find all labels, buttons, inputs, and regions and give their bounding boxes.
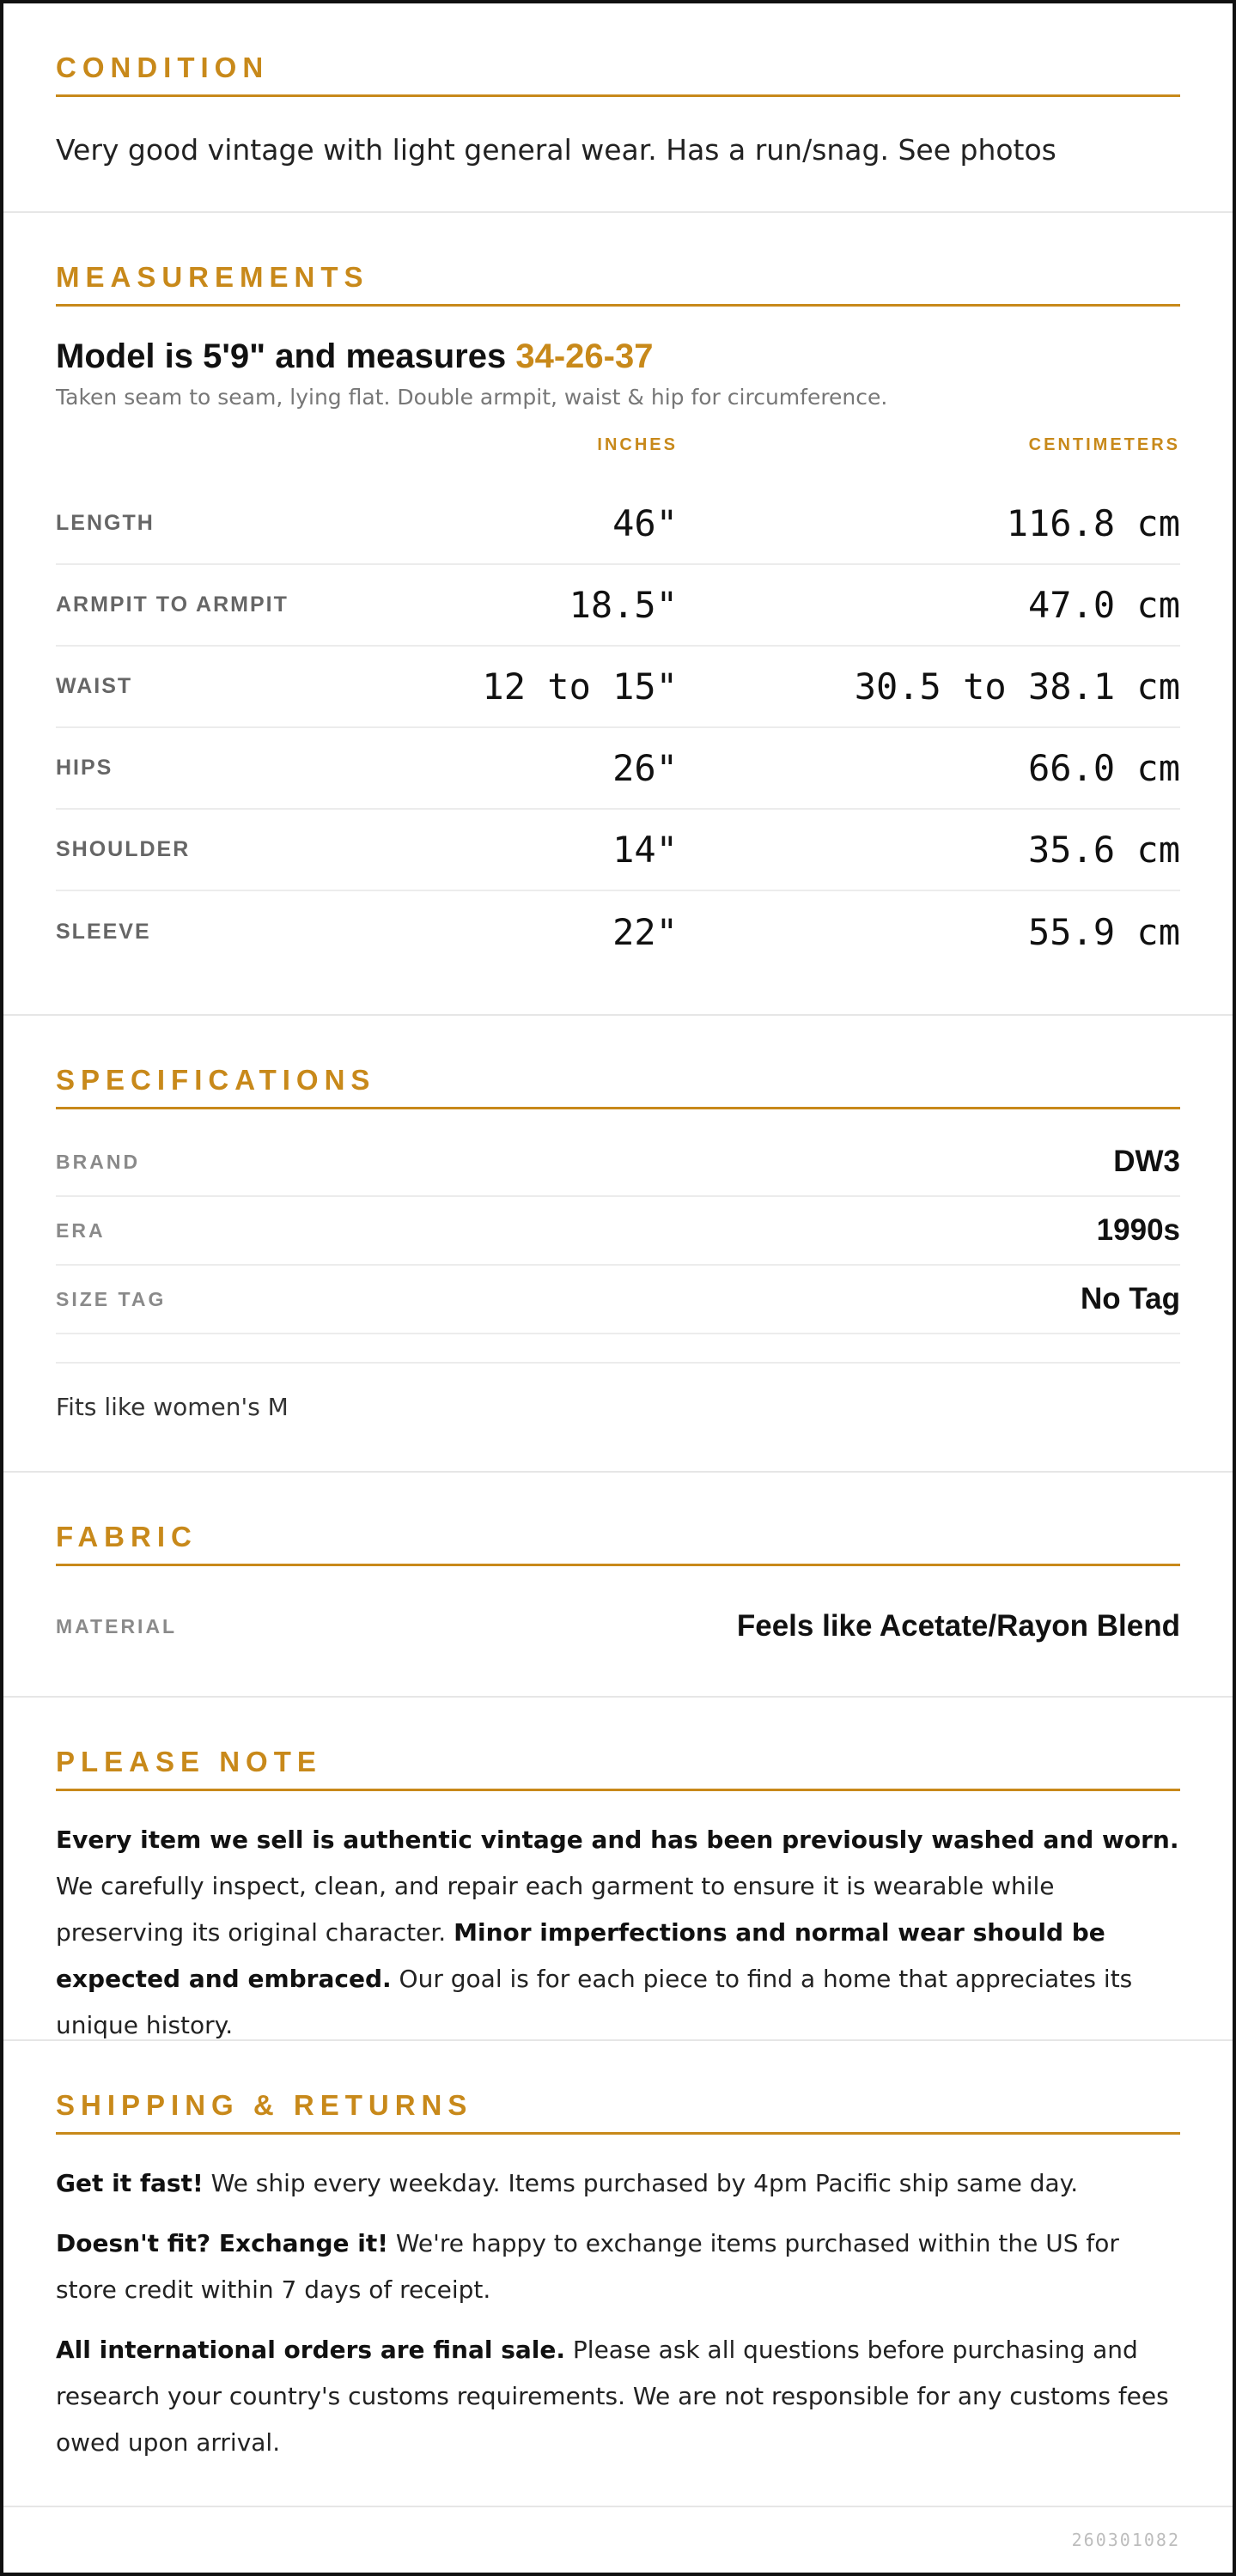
condition-section [3, 3, 1233, 213]
specifications-heading: SPECIFICATIONS [56, 1064, 1180, 1109]
specifications-section [3, 1016, 1233, 1473]
measurement-cm: 116.8 cm [1006, 502, 1180, 544]
shipping-paragraph-fast [56, 2160, 1180, 2207]
model-measurements-prefix: Model is 5'9" and measures [56, 337, 516, 375]
please-note-heading: PLEASE NOTE [56, 1746, 1180, 1791]
model-measurements-value: 34-26-37 [515, 337, 654, 375]
measurement-row-armpit [56, 565, 1180, 647]
measurement-label: SHOULDER [56, 837, 191, 861]
measurement-inches: 46" [612, 502, 678, 544]
condition-heading: CONDITION [56, 52, 1180, 97]
measurement-inches: 18.5" [569, 584, 678, 626]
measurement-cm: 66.0 cm [1027, 747, 1180, 789]
please-note-text [56, 1817, 1180, 2049]
measurement-inches: 26" [612, 747, 678, 789]
measurements-table [56, 435, 1180, 973]
shipping-text-fast: We ship every weekday. Items purchased by 4pm Pacific ship same day. [203, 2169, 1079, 2197]
measurements-table-header [56, 435, 1180, 483]
measurement-inches: 12 to 15" [482, 665, 678, 708]
shipping-text-exchange: We're happy to exchange items purchased within the US for store credit within 7 days of receipt. [56, 2229, 1119, 2304]
measurements-heading: MEASUREMENTS [56, 261, 1180, 307]
column-header-centimeters: CENTIMETERS [1028, 435, 1180, 454]
measurement-row-shoulder [56, 810, 1180, 891]
footer [3, 2507, 1233, 2576]
spec-row-era [56, 1197, 1180, 1266]
shipping-bold-international: All international orders are final sale. [56, 2336, 566, 2364]
spec-label: SIZE TAG [56, 1287, 167, 1310]
fabric-section [3, 1473, 1233, 1698]
shipping-paragraph-exchange [56, 2221, 1180, 2313]
spec-label: BRAND [56, 1150, 141, 1173]
fabric-row-material [56, 1592, 1180, 1661]
shipping-bold-exchange: Doesn't fit? Exchange it! [56, 2229, 388, 2257]
please-note-text-2: Our goal is for each piece to find a home that appreciates its unique history. [56, 1965, 1133, 2039]
spec-row-brand [56, 1128, 1180, 1197]
model-measurements [56, 337, 1180, 376]
measurement-label: WAIST [56, 674, 133, 698]
measurement-cm: 30.5 to 38.1 cm [854, 665, 1180, 708]
measurement-cm: 55.9 cm [1027, 911, 1180, 953]
spec-label: ERA [56, 1218, 106, 1242]
measurement-label: SLEEVE [56, 920, 151, 944]
measurement-note: Taken seam to seam, lying flat. Double armpit, waist & hip for circumference. [56, 385, 888, 410]
fit-note: Fits like women's M [56, 1362, 1180, 1421]
spec-value: No Tag [1080, 1282, 1180, 1315]
spec-value: DW3 [1113, 1145, 1180, 1178]
column-header-inches: INCHES [597, 435, 678, 454]
measurement-row-sleeve [56, 891, 1180, 973]
measurement-cm: 47.0 cm [1027, 584, 1180, 626]
spec-value: 1990s [1096, 1213, 1180, 1247]
measurement-inches: 14" [612, 829, 678, 871]
measurement-row-hips [56, 728, 1180, 810]
please-note-text-1: We carefully inspect, clean, and repair each garment to ensure it is wearable while preserving its original character. [56, 1872, 1055, 1947]
specifications-list [56, 1128, 1180, 1334]
measurement-label: LENGTH [56, 511, 155, 535]
shipping-section [3, 2041, 1233, 2507]
measurement-row-waist [56, 647, 1180, 728]
fabric-value: Feels like Acetate/Rayon Blend [736, 1609, 1180, 1643]
sku-number: 260301082 [1071, 2530, 1180, 2550]
shipping-paragraph-international [56, 2327, 1180, 2466]
please-note-section [3, 1698, 1233, 2041]
condition-text: Very good vintage with light general wear. Has a run/snag. See photos [56, 133, 1056, 167]
please-note-bold-1: Every item we sell is authentic vintage and has been previously washed and worn. [56, 1826, 1179, 1854]
measurements-section [3, 213, 1233, 1016]
fabric-heading: FABRIC [56, 1521, 1180, 1566]
shipping-text-international: Please ask all questions before purchasing and research your country's customs requirements. We are not responsible for any customs fees owed upon arrival. [56, 2336, 1169, 2457]
measurement-label: ARMPIT TO ARMPIT [56, 592, 289, 617]
fabric-label: MATERIAL [56, 1614, 178, 1637]
measurement-inches: 22" [612, 911, 678, 953]
please-note-bold-2: Minor imperfections and normal wear should be expected and embraced. [56, 1918, 1105, 1993]
measurement-label: HIPS [56, 756, 113, 780]
shipping-bold-fast: Get it fast! [56, 2169, 204, 2197]
spec-row-size-tag [56, 1266, 1180, 1334]
shipping-heading: SHIPPING & RETURNS [56, 2089, 1180, 2135]
measurement-cm: 35.6 cm [1027, 829, 1180, 871]
measurement-row-length [56, 483, 1180, 565]
